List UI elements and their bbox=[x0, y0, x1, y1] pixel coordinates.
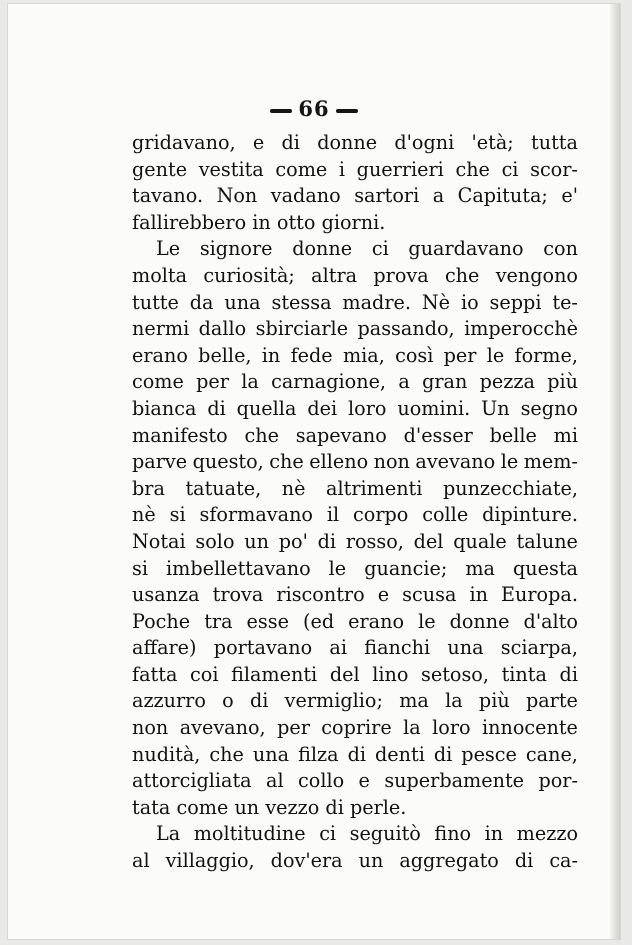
text-line: bra tatuate, nè altrimenti punzecchiate, bbox=[132, 476, 578, 500]
text-line: attorcigliata al collo e superbamente por- bbox=[132, 769, 578, 793]
text-line: affare) portavano ai fianchi una sciarpa, bbox=[132, 636, 578, 660]
header-dash-left bbox=[270, 109, 292, 113]
text-line: tata come un vezzo di perle. bbox=[132, 795, 407, 819]
text-line: come per la carnagione, a gran pezza più bbox=[132, 370, 578, 394]
page-edge bbox=[610, 4, 620, 939]
text-line: parve questo, che elleno non avevano le mem- bbox=[132, 450, 578, 474]
text-line: erano belle, in fede mia, così per le forme, bbox=[132, 343, 578, 367]
text-line: La moltitudine ci seguitò fino in mezzo bbox=[156, 822, 578, 846]
text-line: Notai solo un po' di rosso, del quale talune bbox=[132, 529, 578, 553]
text-line: molta curiosità; altra prova che vengono bbox=[132, 263, 578, 287]
text-line: gridavano, e di donne d'ogni 'età; tutta bbox=[132, 131, 578, 154]
text-line: azzurro o di vermiglio; ma la più parte bbox=[132, 689, 578, 713]
text-line: tavano. Non vadano sartori a Capituta; e' bbox=[132, 184, 578, 208]
text-line: nudità, che una filza di denti di pesce cane, bbox=[132, 742, 578, 766]
body-text bbox=[132, 130, 578, 875]
text-line: nè si sformavano il corpo colle dipinture. bbox=[132, 503, 578, 527]
text-line: fatta coi filamenti del lino setoso, tinta di bbox=[132, 662, 578, 686]
text-line: manifesto che sapevano d'esser belle mi bbox=[132, 423, 578, 447]
text-line: si imbellettavano le guancie; ma questa bbox=[132, 556, 578, 580]
text-line: bianca di quella dei loro uomini. Un segno bbox=[132, 396, 578, 420]
text-line: nermi dallo sbirciarle passando, imperocchè bbox=[132, 317, 578, 341]
text-line: Poche tra esse (ed erano le donne d'alto bbox=[132, 609, 578, 633]
text-line: tutte da una stessa madre. Nè io seppi te- bbox=[132, 290, 578, 314]
book-page bbox=[8, 4, 620, 939]
header-dash-right bbox=[336, 109, 358, 113]
page-header bbox=[8, 96, 620, 121]
text-line: gente vestita come i guerrieri che ci scor- bbox=[132, 157, 578, 181]
text-line: Le signore donne ci guardavano con bbox=[156, 237, 578, 261]
text-line: al villaggio, dov'era un aggregato di ca- bbox=[132, 849, 578, 873]
text-line: fallirebbero in otto giorni. bbox=[132, 210, 386, 234]
page-number: 66 bbox=[298, 96, 330, 121]
text-line: non avevano, per coprire la loro innocente bbox=[132, 716, 578, 740]
text-line: usanza trova riscontro e scusa in Europa. bbox=[132, 583, 578, 607]
